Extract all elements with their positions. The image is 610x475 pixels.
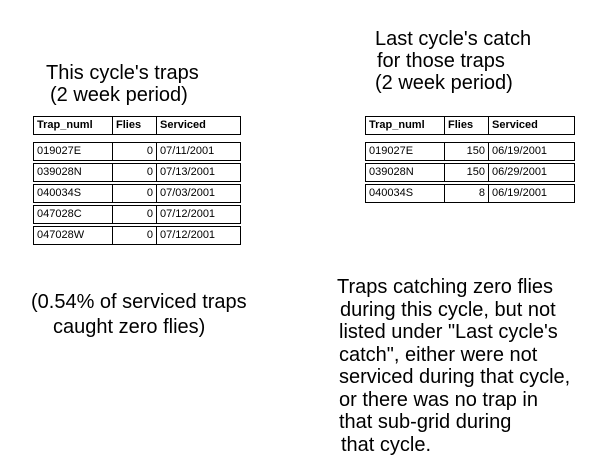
trap-cell: 040034S [369, 187, 414, 199]
this-cycle-caption-line1: This cycle's traps [46, 62, 199, 84]
flies-cell: 0 [112, 164, 156, 181]
last-cycle-caption-line2: for those traps [377, 50, 505, 72]
percent-note [31, 290, 247, 340]
table-row [365, 184, 575, 203]
trap-cell: 019027E [37, 145, 82, 157]
zero-flies-note-line7: that sub-grid during [339, 411, 512, 433]
column-header-flies: Flies [444, 117, 488, 134]
zero-flies-note-line4: catch", either were not [339, 343, 538, 366]
table-row [33, 226, 241, 245]
this-cycle-caption-line2: (2 week period) [50, 84, 188, 106]
zero-flies-note-line3: listed under "Last cycle's [339, 321, 558, 343]
flies-cell: 150 [444, 143, 488, 160]
flies-cell: 0 [112, 185, 156, 202]
trap-cell: 019027E [369, 145, 414, 157]
last-cycle-caption [375, 28, 531, 94]
zero-flies-note [337, 276, 570, 456]
last-cycle-caption-line1: Last cycle's catch [375, 28, 532, 50]
table-row [33, 142, 241, 161]
serviced-cell: 06/29/2001 [488, 164, 572, 181]
this-cycle-caption [46, 62, 199, 106]
flies-cell: 0 [112, 206, 156, 223]
serviced-cell: 07/03/2001 [156, 185, 240, 202]
column-header-flies: Flies [112, 117, 156, 134]
trap-cell: 047028C [37, 208, 82, 220]
zero-flies-note-line8: that cycle. [341, 433, 432, 456]
serviced-cell: 07/11/2001 [156, 143, 240, 160]
zero-flies-note-line6: or there was no trap in [339, 388, 538, 411]
this-cycle-table [33, 116, 241, 248]
last-cycle-caption-line3: (2 week period) [375, 72, 513, 94]
trap-cell: 039028N [369, 166, 414, 178]
column-header-serviced: Serviced [156, 117, 240, 134]
zero-flies-note-line2: during this cycle, but not [340, 298, 556, 321]
trap-cell: 047028W [37, 229, 85, 241]
table-row [33, 205, 241, 224]
flies-cell: 0 [112, 227, 156, 244]
flies-cell: 150 [444, 164, 488, 181]
column-header-trap: Trap_numl [37, 119, 93, 131]
percent-note-line2: caught zero flies) [53, 316, 206, 338]
trap-cell: 039028N [37, 166, 82, 178]
table-row [33, 163, 241, 182]
table-header-row [33, 116, 241, 135]
column-header-trap: Trap_numl [369, 119, 425, 131]
percent-note-line1: (0.54% of serviced traps [31, 291, 247, 313]
table-header-row [365, 116, 575, 135]
flies-cell: 0 [112, 143, 156, 160]
zero-flies-note-line5: serviced during that cycle, [339, 366, 571, 388]
table-row [365, 163, 575, 182]
zero-flies-note-line1: Traps catching zero flies [337, 276, 554, 298]
table-row [365, 142, 575, 161]
serviced-cell: 07/13/2001 [156, 164, 240, 181]
last-cycle-table [365, 116, 575, 206]
serviced-cell: 07/12/2001 [156, 227, 240, 244]
serviced-cell: 06/19/2001 [488, 185, 572, 202]
trap-cell: 040034S [37, 187, 82, 199]
serviced-cell: 07/12/2001 [156, 206, 240, 223]
column-header-serviced: Serviced [488, 117, 572, 134]
serviced-cell: 06/19/2001 [488, 143, 572, 160]
table-row [33, 184, 241, 203]
flies-cell: 8 [444, 185, 488, 202]
